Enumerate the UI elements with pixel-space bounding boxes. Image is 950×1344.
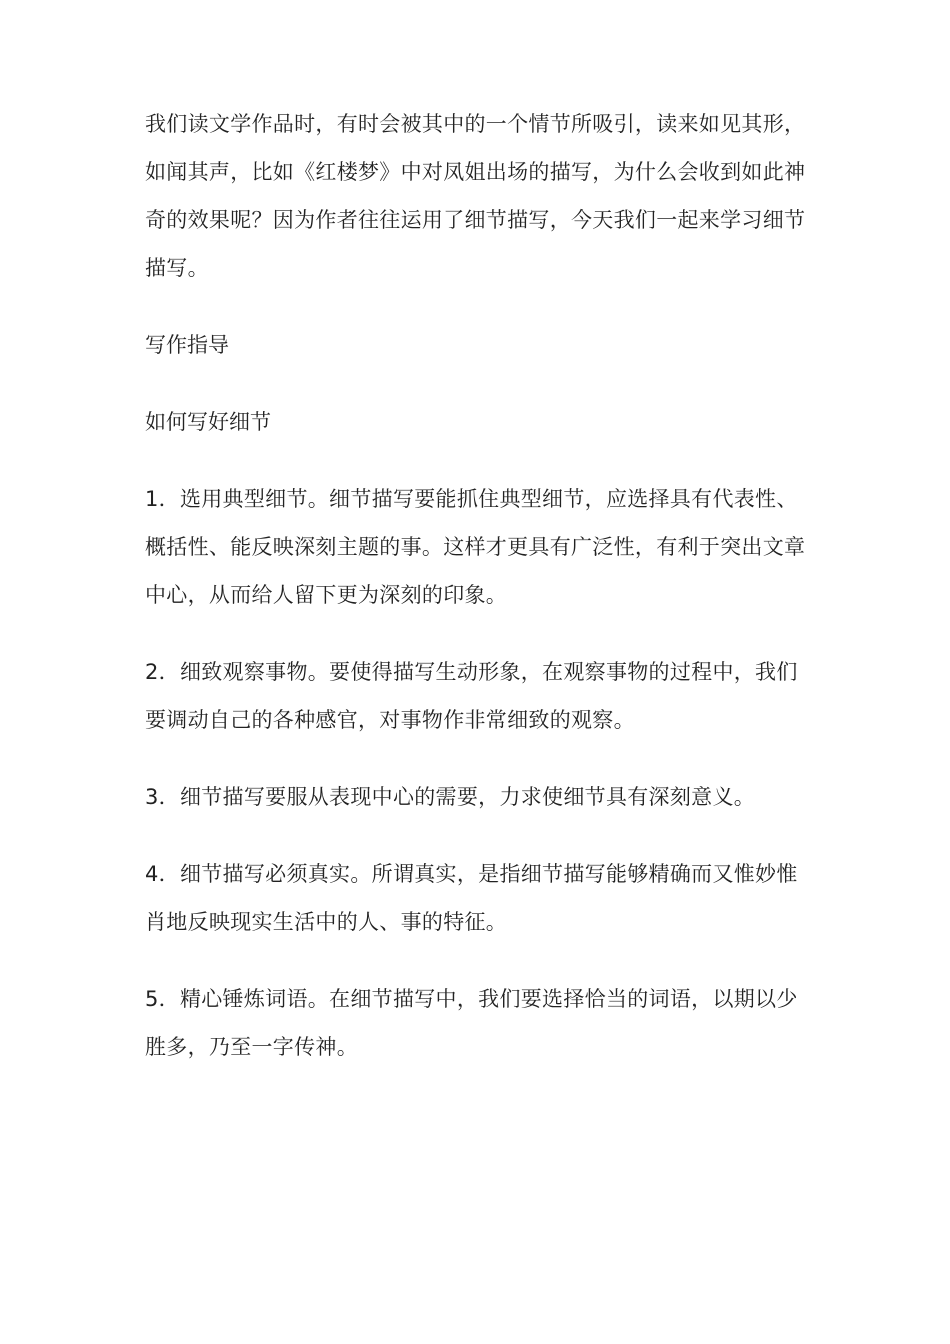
point-line: 中心，从而给人留下更为深刻的印象。 <box>145 583 508 607</box>
point-line: 2．细致观察事物。要使得描写生动形象，在观察事物的过程中，我们 <box>145 660 798 684</box>
point-line: 3．细节描写要服从表现中心的需要，力求使细节具有深刻意义。 <box>145 785 756 809</box>
point-line: 概括性、能反映深刻主题的事。这样才更具有广泛性，有利于突出文章 <box>145 535 806 559</box>
intro-line: 描写。 <box>145 256 209 280</box>
section-title: 写作指导 <box>145 333 229 357</box>
point-5-paragraph <box>145 975 825 1071</box>
subsection-title: 如何写好细节 <box>145 410 271 434</box>
intro-paragraph <box>145 100 825 292</box>
point-line: 肖地反映现实生活中的人、事的特征。 <box>145 910 508 934</box>
document-body <box>145 100 825 1100</box>
point-3-paragraph <box>145 773 825 821</box>
point-line: 4．细节描写必须真实。所谓真实，是指细节描写能够精确而又惟妙惟 <box>145 862 798 886</box>
point-line: 胜多，乃至一字传神。 <box>145 1035 358 1059</box>
point-1-paragraph <box>145 475 825 619</box>
point-line: 1．选用典型细节。细节描写要能抓住典型细节，应选择具有代表性、 <box>145 487 798 511</box>
point-2-paragraph <box>145 648 825 744</box>
point-line: 要调动自己的各种感官，对事物作非常细致的观察。 <box>145 708 635 732</box>
intro-line: 我们读文学作品时，有时会被其中的一个情节所吸引，读来如见其形， <box>145 112 806 136</box>
point-4-paragraph <box>145 850 825 946</box>
intro-line: 奇的效果呢？因为作者往往运用了细节描写，今天我们一起来学习细节 <box>145 208 806 232</box>
intro-line: 如闻其声，比如《红楼梦》中对凤姐出场的描写，为什么会收到如此神 <box>145 160 806 184</box>
point-line: 5．精心锤炼词语。在细节描写中，我们要选择恰当的词语，以期以少 <box>145 987 798 1011</box>
